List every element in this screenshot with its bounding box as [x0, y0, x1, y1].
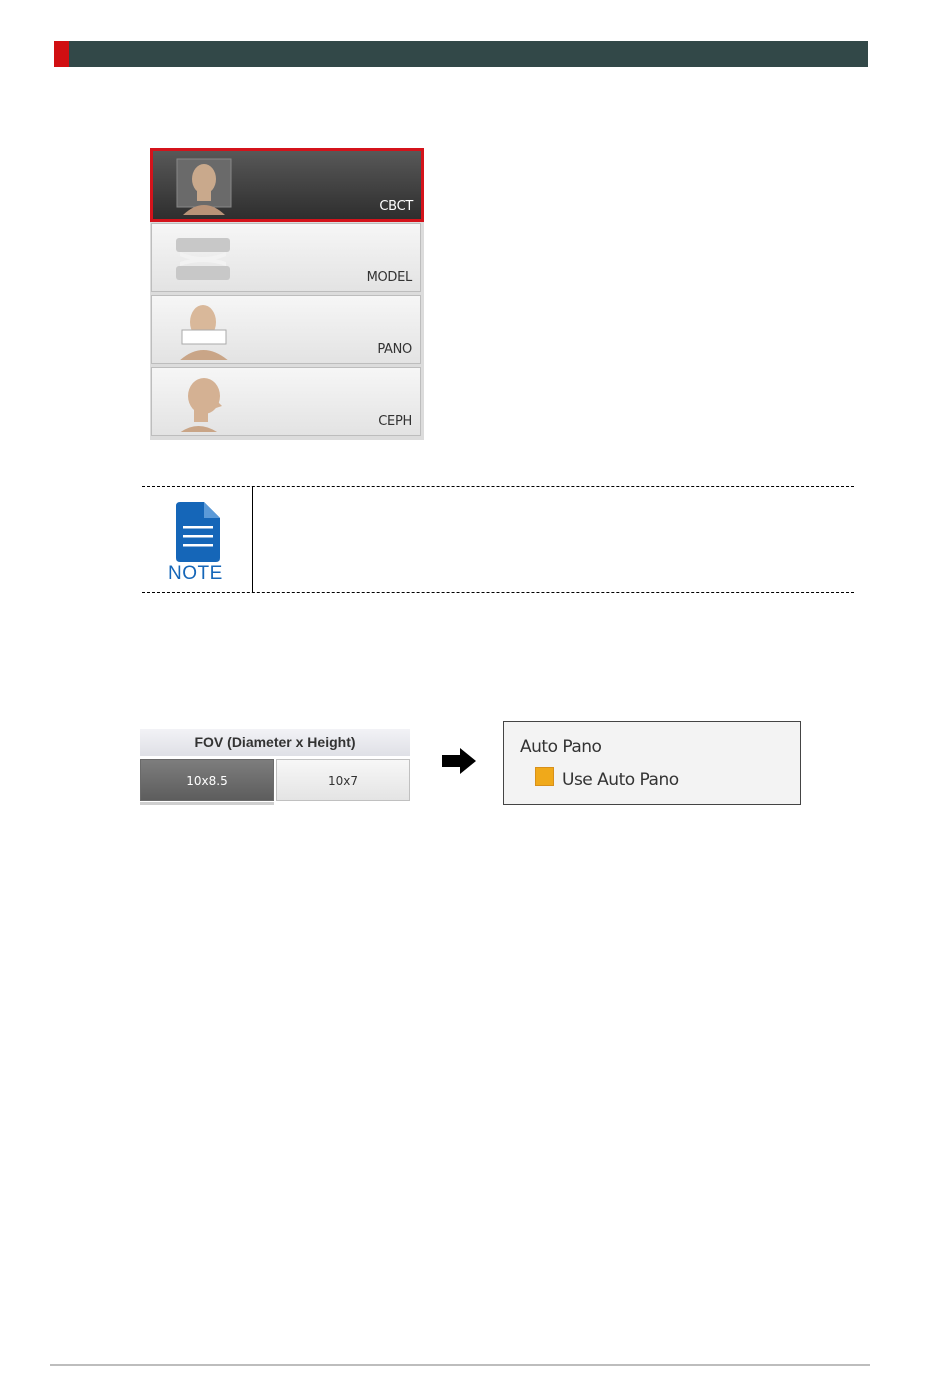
mode-selection-panel: [150, 148, 424, 440]
mode-tile-cbct[interactable]: [150, 148, 424, 222]
fov-panel: [139, 728, 411, 806]
auto-pano-title: Auto Pano: [520, 737, 602, 757]
note-label: NOTE: [168, 563, 223, 584]
note-divider: [252, 487, 253, 593]
head-side-icon: [174, 372, 234, 432]
note-box: [142, 486, 854, 593]
mode-tile-ceph[interactable]: [151, 367, 421, 436]
mode-label-pano: PANO: [377, 342, 412, 357]
dental-model-icon: [174, 228, 234, 288]
auto-pano-panel: [503, 721, 801, 805]
head-front-icon: [175, 155, 235, 215]
note-document-icon: [174, 500, 222, 564]
mode-tile-model[interactable]: [151, 223, 421, 292]
header-bar: [54, 41, 868, 67]
fov-option-10x8-5[interactable]: 10x8.5: [140, 759, 274, 801]
footer-line: [50, 1364, 870, 1366]
fov-header: FOV (Diameter x Height): [140, 729, 410, 756]
mode-label-cbct: CBCT: [379, 199, 413, 214]
use-auto-pano-label[interactable]: Use Auto Pano: [562, 770, 679, 790]
header-accent: [54, 41, 69, 67]
use-auto-pano-checkbox[interactable]: [535, 767, 554, 786]
mode-label-ceph: CEPH: [378, 414, 412, 429]
fov-option-10x7[interactable]: 10x7: [276, 759, 410, 801]
head-pano-icon: [174, 300, 234, 360]
mode-label-model: MODEL: [366, 270, 412, 285]
mode-tile-pano[interactable]: [151, 295, 421, 364]
fov-row-divider: [140, 802, 274, 805]
right-arrow-icon: [442, 748, 476, 774]
